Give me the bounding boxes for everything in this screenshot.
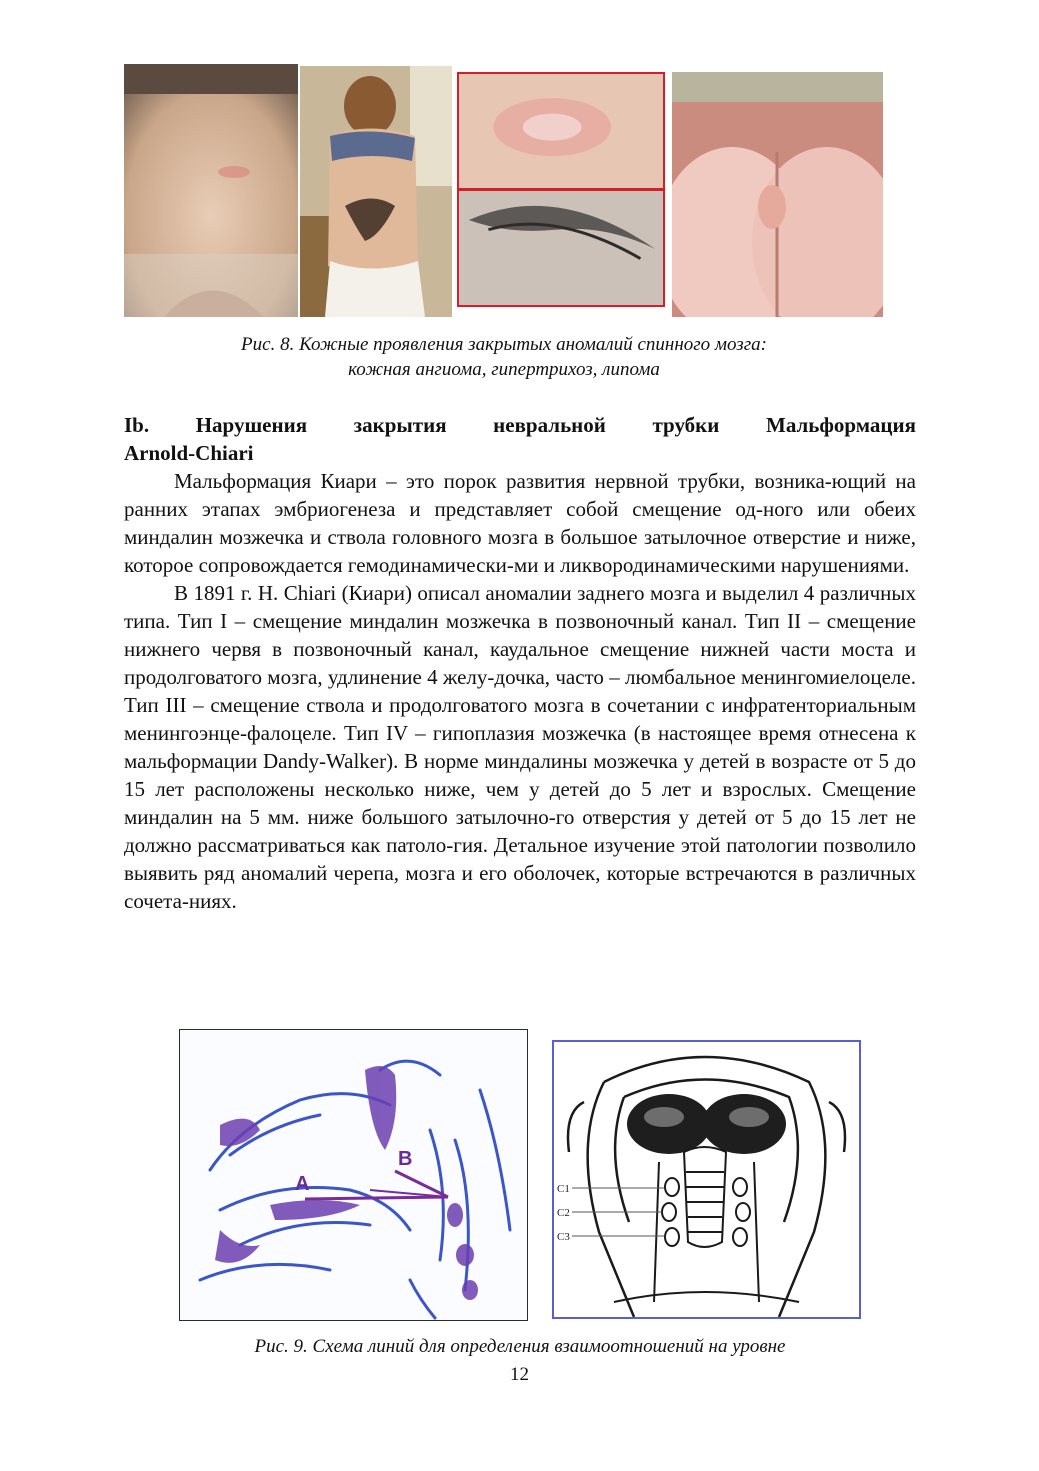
line-a bbox=[305, 1197, 448, 1199]
figure-8-caption-line-1: Рис. 8. Кожные проявления закрытых аномалий спинного мозга: bbox=[241, 334, 767, 355]
label-b: B bbox=[398, 1148, 413, 1170]
label-a: A bbox=[295, 1173, 310, 1195]
section-heading bbox=[124, 411, 916, 467]
figure-9-caption: Рис. 9. Схема линий для определения взаимоотношений на уровне bbox=[254, 1336, 786, 1357]
photo-skin-hair-tuft bbox=[457, 189, 665, 307]
paragraph-1: Мальформация Киари – это порок развития нервной трубки, возника-ющий на ранних этапах эмбриогенеза и представляет собой смещение од-ного или обеих миндалин мозжечка и ствола головного мозга в большое затылочное отверстие и ниже, которое сопровождается гемодинамически-ми и ликвородинамическими нарушениями. bbox=[124, 469, 916, 577]
figure-8-caption-line-2: кожная ангиома, гипертрихоз, липома bbox=[348, 359, 660, 380]
section-heading-line-1: Ib. Нарушения закрытия невральной трубки Мальформация bbox=[124, 413, 916, 437]
label-c2: C2 bbox=[557, 1207, 570, 1219]
photo-back-angioma bbox=[124, 64, 298, 317]
section-heading-line-2: Arnold-Chiari bbox=[124, 441, 254, 465]
section-body bbox=[124, 467, 916, 915]
label-c1: C1 bbox=[557, 1183, 570, 1195]
figure-8-caption bbox=[124, 332, 884, 382]
diagram-posterior-fossa bbox=[552, 1040, 861, 1319]
label-c3: C3 bbox=[557, 1231, 570, 1243]
diagram-skull-lines bbox=[179, 1029, 528, 1321]
photo-skin-lipoma-closeup bbox=[457, 72, 665, 190]
photo-buttocks-lipoma bbox=[672, 72, 883, 317]
page-number: 12 bbox=[510, 1364, 529, 1385]
photo-back-hypertrichosis bbox=[300, 66, 452, 317]
paragraph-2: В 1891 г. H. Chiari (Киари) описал аномалии заднего мозга и выделил 4 различных типа. Тип I – смещение миндалин мозжечка в позвоночный канал. Тип II – смещение нижнего червя в позвоночный канал, каудальное смещение нижней части моста и продолговатого мозга, удлинение 4 желу-дочка, часто – люмбальное менингомиелоцеле. Тип III – смещение ствола и продолговатого мозга в сочетании с инфратенториальным менингоэнце-фалоцеле. Тип IV – гипоплазия мозжечка (в настоящее время отнесена к мальформации Dandy-Walker). В норме миндалины мозжечка у детей в возрасте от 5 до 15 лет расположены несколько ниже, чем у детей до 5 лет и взрослых. Смещение миндалин на 5 мм. ниже большого затылочно-го отверстия у детей от 5 до 15 лет не должно рассматриваться как патоло-гия. Детальное изучение этой патологии позволило выявить ряд аномалий черепа, мозга и его оболочек, которые встречаются в различных сочета-ниях. bbox=[124, 581, 916, 913]
